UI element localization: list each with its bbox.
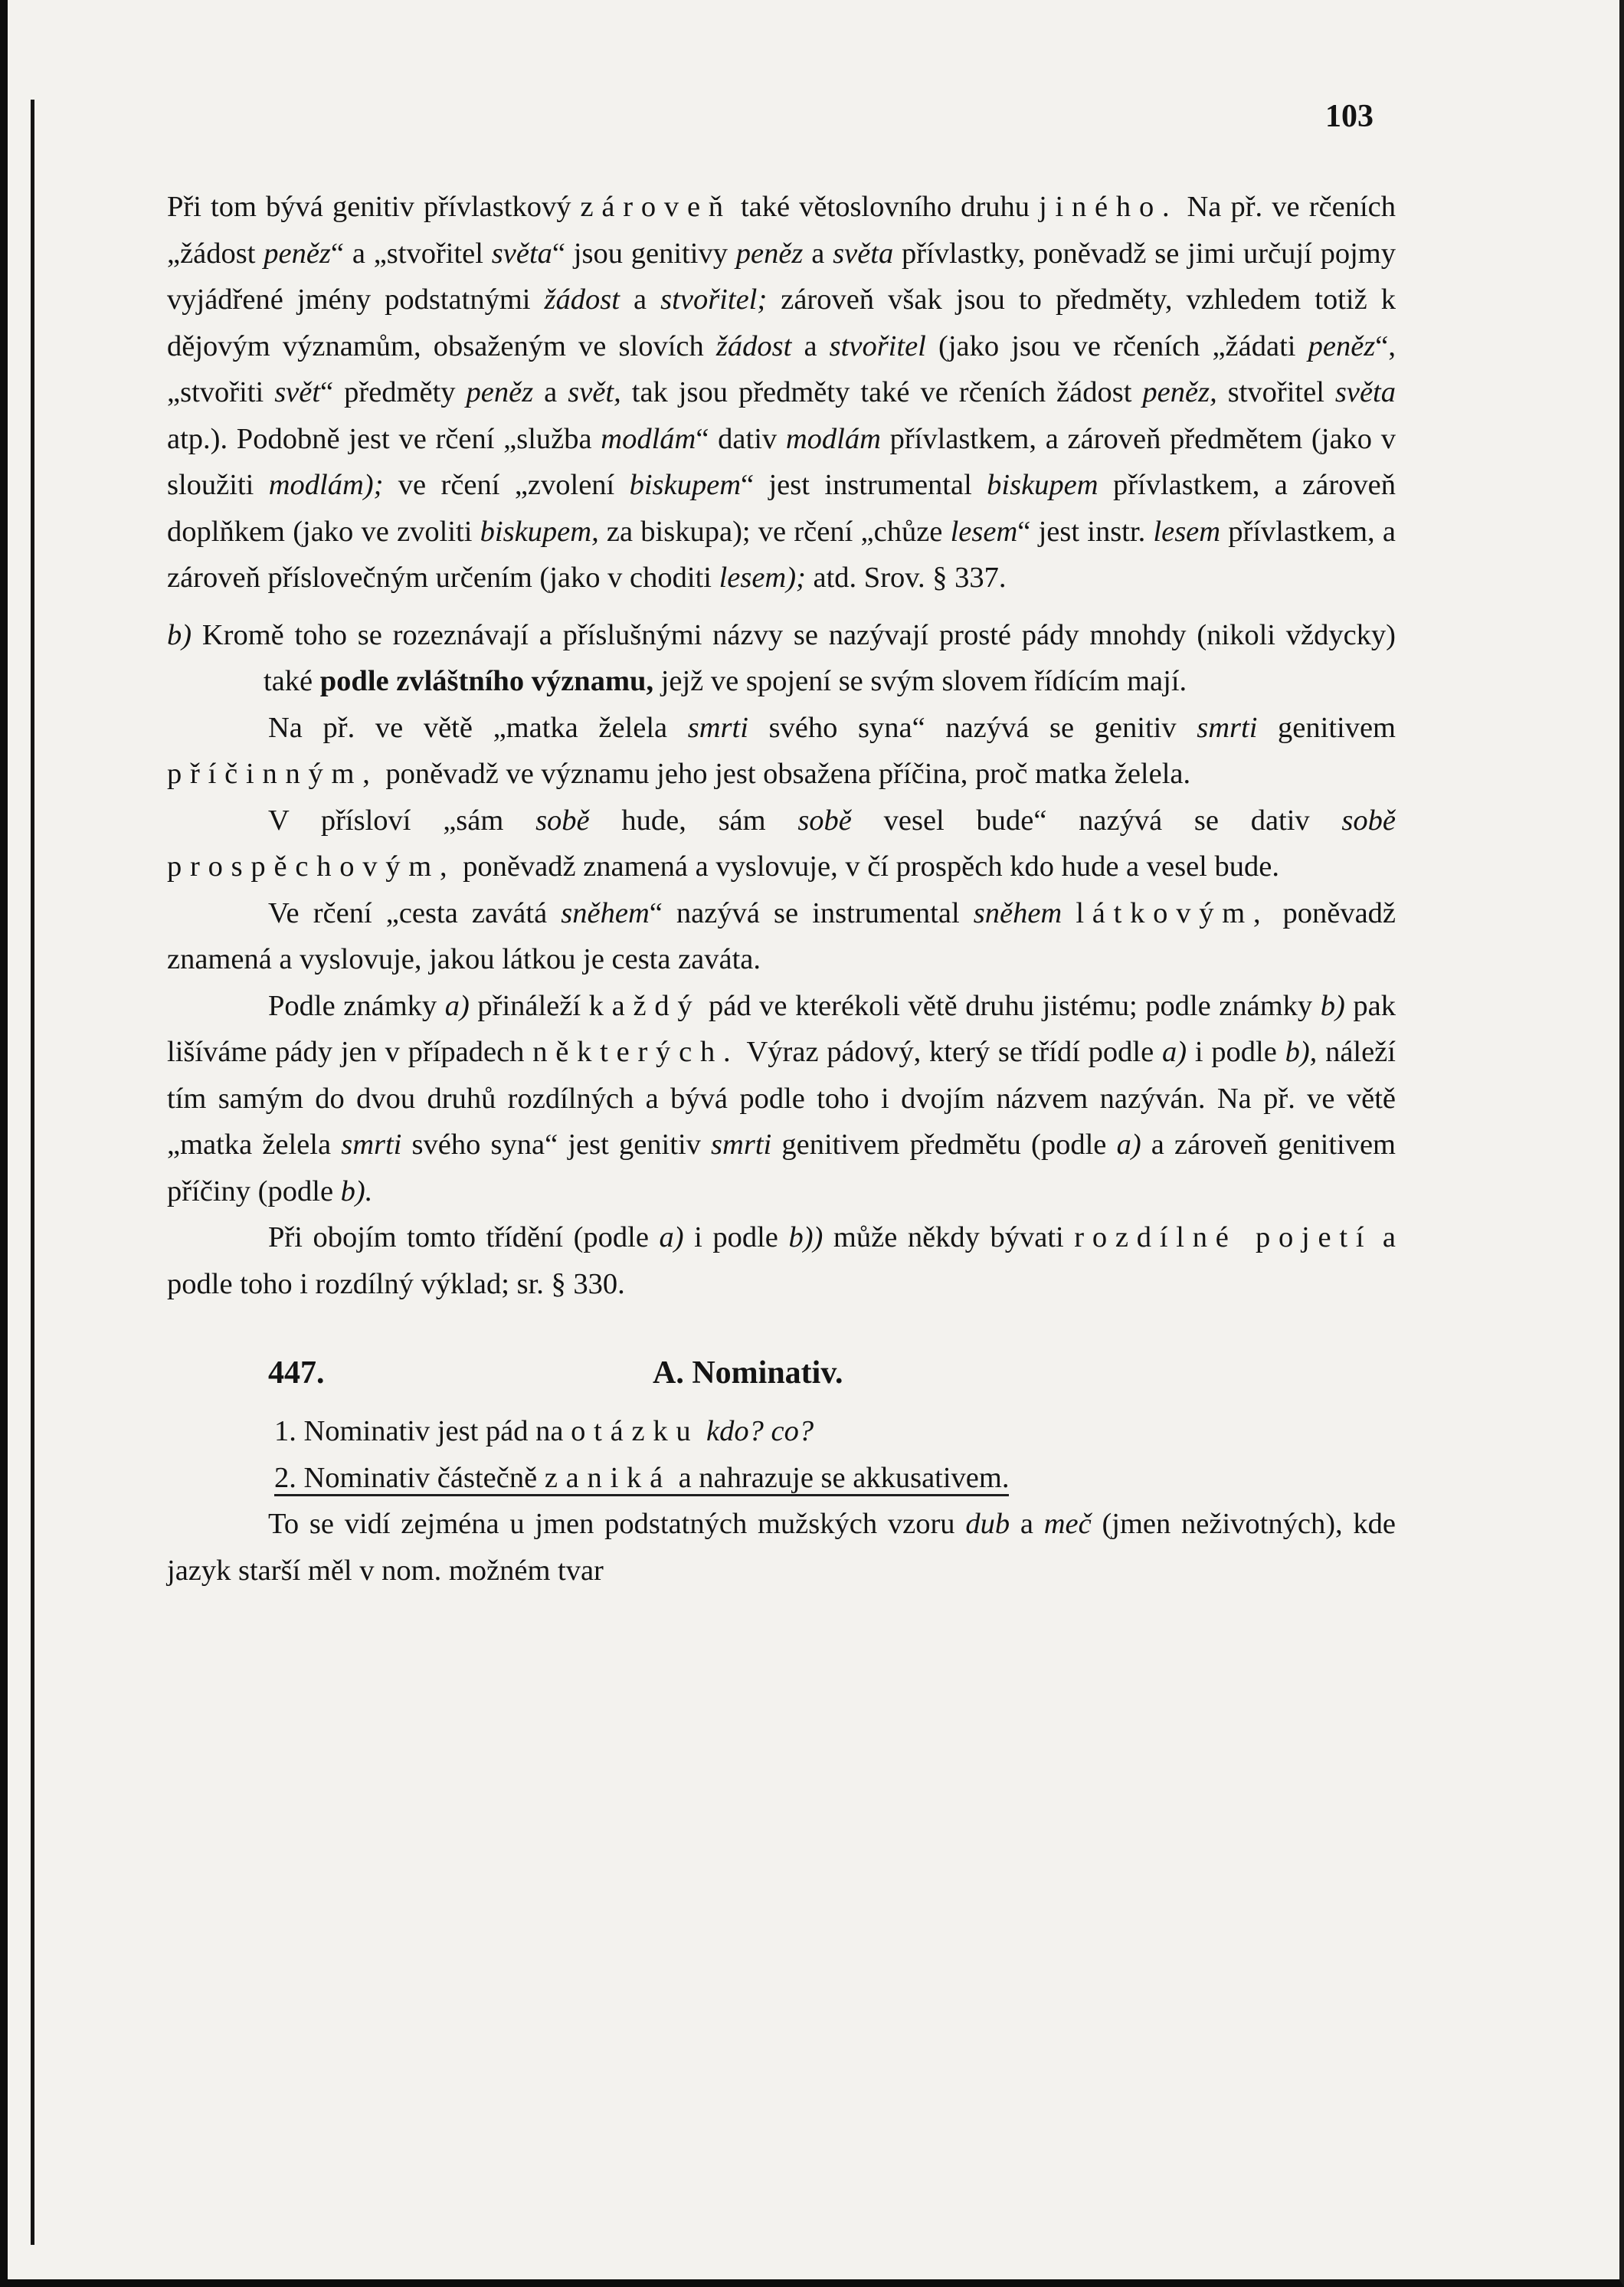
paragraph-example-snehem: Ve rčení „cesta zavátá sněhem“ nazývá se instrumental sněhem látkovým, poněvadž znamená a vyslovuje, jakou látkou je cesta zaváta. (167, 896, 1396, 975)
list-item-b: b) Kromě toho se rozeznávají a příslušnými názvy se nazývají prosté pády mnohdy (nikoli vždycky) také podle zvláštního významu, jejž ve spojení se svým slovem řídícím mají. (167, 618, 1396, 697)
paragraph-nominative-examples: To se vidí zejména u jmen podstatných mužských vzoru dub a meč (jmen neživotných), kde jazyk starší měl v nom. možném tvar (167, 1508, 1396, 1587)
paragraph-example-smrti: Na př. ve větě „matka želela smrti svého syna“ nazývá se genitiv smrti genitivem příčinným, poněvadž ve významu jeho jest obsažena příčina, proč matka želela. (167, 711, 1396, 790)
list-item-2 (167, 1455, 1396, 1502)
section-heading (167, 1350, 1396, 1396)
paragraph-genitive-attributive: Při tom bývá genitiv přívlastkový zároveň také větoslovního druhu jiného. Na př. ve rčeních „žádost peněz“ a „stvořitel světa“ jsou genitivy peněz a světa přívlastky, poněvadž se jimi určují pojmy vyjádřené jmény podstatnými žádost a stvořitel; zároveň však jsou to předměty, vzhledem totiž k dějovým významům, obsaženým ve slovích žádost a stvořitel (jako jsou ve rčeních „žádati peněz“, „stvořiti svět“ předměty peněz a svět, tak jsou předměty také ve rčeních žádost peněz, stvořitel světa atp.). Podobně jest ve rčení „služba modlám“ dativ modlám přívlastkem, a zároveň předmětem (jako v sloužiti modlám); ve rčení „zvolení biskupem“ jest instrumental biskupem přívlastkem, a zároveň doplňkem (jako ve zvoliti biskupem, za biskupa); ve rčení „chůze lesem“ jest instr. lesem přívlastkem, a zároveň příslovečným určením (jako v choditi lesem); atd. Srov. § 337. (167, 191, 1396, 594)
paragraph-classification: Podle známky a) přináleží každý pád ve kterékoli větě druhu jistému; podle známky b) pak lišíváme pády jen v případech některých. Výraz pádový, který se třídí podle a) i podle b), náleží tím samým do dvou druhů rozdílných a bývá podle toho i dvojím názvem nazýván. Na př. ve větě „matka želela smrti svého syna“ jest genitiv smrti genitivem předmětu (podle a) a zároveň genitivem příčiny (podle b). (167, 989, 1396, 1207)
section-title: A. Nominativ. (653, 1355, 843, 1391)
binding-edge-line (31, 100, 34, 2245)
page-number: 103 (1325, 99, 1374, 134)
list-item-1: 1. Nominativ jest pád na otázku kdo? co? (274, 1415, 814, 1447)
paragraph-example-sobe: V přísloví „sám sobě hude, sám sobě vesel bude“ nazývá se dativ sobě prospěchovým, poněvadž znamená a vyslovuje, v čí prospěch kdo hude a vesel bude. (167, 804, 1396, 883)
section-number: 447. (268, 1355, 325, 1391)
page-body (167, 184, 1396, 1594)
pencil-underlined-text: 2. Nominativ částečně zaniká a nahrazuje se akkusativem. (274, 1462, 1009, 1496)
paragraph-both-classifications: Při obojím tomto třídění (podle a) i podle b)) může někdy bývati rozdílné pojetí a podle toho i rozdílný výklad; sr. § 330. (167, 1221, 1396, 1300)
